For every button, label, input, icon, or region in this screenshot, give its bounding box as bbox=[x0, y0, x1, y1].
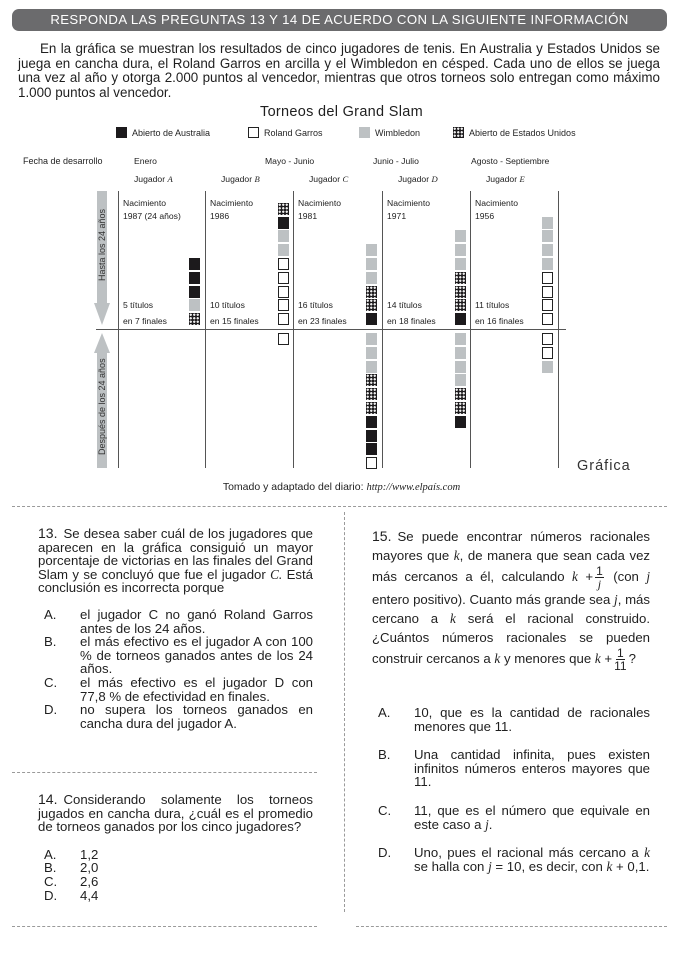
option-text bbox=[414, 846, 650, 873]
question-number: 15. bbox=[372, 528, 392, 544]
titles-count: 14 títulos bbox=[387, 300, 422, 310]
source-note bbox=[0, 481, 683, 493]
fraction-1-over-j bbox=[595, 565, 604, 590]
option-text: 10, que es la cantidad de racionales menores que 11. bbox=[414, 705, 650, 734]
math-var: j bbox=[614, 592, 618, 607]
option-letter: D. bbox=[44, 702, 58, 718]
separator-bottom-right bbox=[356, 926, 667, 927]
question-15-stem bbox=[372, 527, 650, 672]
option-letter: D. bbox=[378, 845, 392, 861]
title-block-roland bbox=[542, 313, 553, 325]
math-var: k bbox=[594, 650, 601, 666]
title-block-wimbledon bbox=[455, 244, 466, 256]
title-block-usopen bbox=[455, 299, 466, 311]
birth-label: Nacimiento bbox=[475, 198, 518, 208]
title-block-australia bbox=[455, 313, 466, 325]
math-op: + bbox=[585, 568, 594, 584]
math-var: k bbox=[450, 611, 456, 626]
title-block-wimbledon bbox=[542, 361, 553, 373]
finals-count: en 18 finales bbox=[387, 316, 436, 326]
question-text: Se puede encontrar números racionales mayores que bbox=[372, 529, 650, 563]
title-block-wimbledon bbox=[366, 347, 377, 359]
date-label: Mayo - Junio bbox=[265, 156, 315, 166]
title-block-usopen bbox=[366, 388, 377, 400]
birth-label: Nacimiento bbox=[210, 198, 253, 208]
question-text: (con bbox=[613, 568, 639, 584]
title-block-usopen bbox=[366, 299, 377, 311]
option-c[interactable] bbox=[372, 804, 650, 831]
title-block-wimbledon bbox=[366, 244, 377, 256]
option-letter: C. bbox=[44, 873, 58, 889]
title-block-roland bbox=[278, 286, 289, 298]
question-13 bbox=[38, 527, 313, 730]
player-name-prefix: Jugador bbox=[486, 174, 518, 184]
title-block-australia bbox=[366, 430, 377, 442]
title-block-australia bbox=[366, 416, 377, 428]
title-block-roland bbox=[542, 286, 553, 298]
title-block-roland bbox=[542, 347, 553, 359]
title-block-australia bbox=[189, 286, 200, 298]
title-block-wimbledon bbox=[542, 244, 553, 256]
option-b[interactable] bbox=[372, 748, 650, 789]
legend-roland bbox=[248, 127, 323, 138]
column-divider bbox=[344, 512, 345, 912]
title-block-usopen bbox=[455, 402, 466, 414]
usopen-swatch-icon bbox=[453, 127, 464, 138]
legend-usopen bbox=[453, 127, 576, 138]
section-banner: RESPONDA LAS PREGUNTAS 13 Y 14 DE ACUERDO CON LA SIGUIENTE INFORMACIÓN bbox=[12, 9, 667, 31]
option-a[interactable] bbox=[38, 848, 313, 862]
title-block-australia bbox=[455, 416, 466, 428]
option-letter: A. bbox=[378, 705, 391, 720]
player-name-var: B bbox=[254, 174, 260, 184]
title-block-usopen bbox=[189, 313, 200, 325]
math-var: C. bbox=[270, 566, 283, 582]
legend-label: Abierto de Estados Unidos bbox=[469, 127, 576, 138]
wimbledon-swatch-icon bbox=[359, 127, 370, 138]
option-d[interactable] bbox=[38, 703, 313, 730]
option-a[interactable] bbox=[372, 706, 650, 733]
birth-year: 1987 (24 años) bbox=[123, 211, 181, 221]
question-number: 13. bbox=[38, 525, 58, 541]
option-b[interactable] bbox=[38, 635, 313, 676]
player-name-var: E bbox=[519, 174, 525, 184]
title-block-roland bbox=[278, 258, 289, 270]
option-letter: C. bbox=[378, 802, 392, 818]
finals-count: en 7 finales bbox=[123, 316, 167, 326]
birth-year: 1981 bbox=[298, 211, 318, 221]
option-text-part: 11, que es el número que equivale en este caso a bbox=[414, 802, 650, 832]
option-text: Una cantidad infinita, pues existen infinitos números enteros mayores que 11. bbox=[414, 747, 650, 790]
source-prefix: Tomado y adaptado del diario: bbox=[222, 481, 364, 493]
math-var: j bbox=[485, 816, 489, 832]
australia-swatch-icon bbox=[116, 127, 127, 138]
option-text: 4,4 bbox=[80, 887, 99, 903]
option-text-part: Uno, pues el racional más cercano a bbox=[414, 845, 639, 861]
option-text: no supera los torneos ganados en cancha dura del jugador A. bbox=[80, 702, 313, 731]
option-text-part: se halla con bbox=[414, 858, 485, 874]
date-label: Junio - Julio bbox=[373, 156, 419, 166]
title-block-usopen bbox=[366, 374, 377, 386]
date-label: Agosto - Septiembre bbox=[471, 156, 550, 166]
age-24-divider-line bbox=[96, 329, 566, 330]
math-var: k bbox=[494, 650, 501, 666]
question-15 bbox=[372, 527, 650, 672]
legend-label: Abierto de Australia bbox=[132, 127, 211, 138]
math-var: k bbox=[453, 548, 460, 563]
option-d[interactable] bbox=[38, 889, 313, 903]
date-label: Enero bbox=[134, 156, 157, 166]
title-block-australia bbox=[189, 258, 200, 270]
question-text-end: Está conclusión es incorrecta porque bbox=[38, 566, 313, 596]
fraction-denominator: j bbox=[597, 577, 602, 591]
question-15-options bbox=[372, 706, 650, 873]
finals-count: en 16 finales bbox=[475, 316, 524, 326]
question-number: 14. bbox=[38, 791, 58, 807]
dates-row-label: Fecha de desarrollo bbox=[23, 156, 103, 166]
question-text: entero positivo). Cuanto más grande sea bbox=[372, 592, 611, 607]
player-name bbox=[309, 174, 348, 184]
axis-label-before-24: Hasta los 24 años bbox=[97, 208, 107, 281]
option-text: 2,0 bbox=[80, 860, 99, 876]
chart-caption: Gráfica bbox=[577, 458, 631, 474]
birth-year: 1956 bbox=[475, 211, 495, 221]
title-block-roland bbox=[278, 272, 289, 284]
title-block-wimbledon bbox=[455, 333, 466, 345]
option-text: el jugador C no ganó Roland Garros antes de los 24 años. bbox=[80, 606, 313, 636]
title-block-roland bbox=[542, 299, 553, 311]
math-var: k bbox=[644, 845, 651, 861]
question-13-stem bbox=[38, 527, 313, 595]
legend-label: Roland Garros bbox=[264, 127, 323, 138]
player-name-prefix: Jugador bbox=[221, 174, 253, 184]
title-block-roland bbox=[278, 333, 289, 345]
option-d[interactable] bbox=[372, 846, 650, 873]
legend-australia bbox=[116, 127, 210, 138]
title-block-wimbledon bbox=[542, 230, 553, 242]
title-block-roland bbox=[542, 333, 553, 345]
fraction-1-over-11 bbox=[614, 647, 626, 672]
title-block-australia bbox=[366, 313, 377, 325]
separator-q13-q14 bbox=[12, 772, 317, 773]
title-block-wimbledon bbox=[455, 361, 466, 373]
option-text-part: . bbox=[488, 816, 493, 832]
option-letter: A. bbox=[44, 606, 57, 622]
option-text-part: + 0,1. bbox=[616, 858, 650, 874]
player-name-var: C bbox=[342, 174, 349, 184]
birth-label: Nacimiento bbox=[298, 198, 341, 208]
fraction-numerator: 1 bbox=[616, 646, 624, 660]
titles-count: 11 títulos bbox=[475, 300, 510, 310]
option-letter: B. bbox=[44, 634, 57, 650]
question-14 bbox=[38, 793, 313, 902]
titles-count: 5 títulos bbox=[123, 300, 154, 310]
option-letter: B. bbox=[44, 860, 57, 876]
title-block-roland bbox=[366, 457, 377, 469]
question-text: , de manera que sean cada vez más cercanos a él, calculando bbox=[372, 548, 651, 584]
title-block-usopen bbox=[366, 402, 377, 414]
finals-count: en 23 finales bbox=[298, 316, 347, 326]
title-block-wimbledon bbox=[366, 361, 377, 373]
title-block-roland bbox=[278, 313, 289, 325]
option-a[interactable] bbox=[38, 608, 313, 635]
fraction-numerator: 1 bbox=[596, 564, 603, 578]
option-letter: A. bbox=[44, 846, 57, 862]
option-b[interactable] bbox=[38, 861, 313, 875]
title-block-roland bbox=[542, 272, 553, 284]
question-14-stem bbox=[38, 793, 313, 834]
intro-text: En la gráfica se muestran los resultados de cinco jugadores de tenis. En Australia y Estados Unidos se juega en cancha dura, el Roland Garros en arcilla y el Wimbledon en césped. Cada uno de ellos se juega una vez al año y otorga 2.000 puntos al vencedor, mientras que otros torneos solo entregan como máximo 1.000 puntos al vencedor. bbox=[18, 41, 660, 100]
title-block-wimbledon bbox=[366, 333, 377, 345]
math-op: + bbox=[604, 650, 613, 666]
player-name-var: A bbox=[167, 174, 173, 184]
titles-count: 16 títulos bbox=[298, 300, 333, 310]
math-var: k bbox=[606, 858, 613, 874]
birth-year: 1971 bbox=[387, 211, 407, 221]
title-block-wimbledon bbox=[278, 230, 289, 242]
birth-label: Nacimiento bbox=[123, 198, 166, 208]
player-name bbox=[221, 174, 260, 184]
player-name bbox=[486, 174, 525, 184]
player-name bbox=[134, 174, 173, 184]
option-text: el más efectivo es el jugador A con 100 % de torneos ganados antes de los 24 años. bbox=[80, 634, 313, 677]
question-text: será el racional construido. ¿Cuántos números racionales se pueden construir cercanos a bbox=[372, 611, 650, 666]
question-mark: ? bbox=[628, 650, 636, 666]
option-c[interactable] bbox=[38, 676, 313, 703]
title-block-wimbledon bbox=[455, 230, 466, 242]
chart-title: Torneos del Grand Slam bbox=[260, 104, 423, 120]
option-c[interactable] bbox=[38, 875, 313, 889]
intro-paragraph bbox=[18, 42, 660, 100]
title-block-australia bbox=[278, 217, 289, 229]
title-block-wimbledon bbox=[366, 258, 377, 270]
title-block-australia bbox=[366, 443, 377, 455]
titles-count: 10 títulos bbox=[210, 300, 245, 310]
player-name-var: D bbox=[431, 174, 438, 184]
title-block-usopen bbox=[455, 272, 466, 284]
question-text: , más cercano a bbox=[372, 592, 650, 626]
title-block-wimbledon bbox=[542, 217, 553, 229]
option-text: el más efectivo es el jugador D con 77,8 % de efectividad en finales. bbox=[80, 674, 313, 704]
math-var: j bbox=[646, 568, 651, 584]
title-block-usopen bbox=[455, 286, 466, 298]
title-block-usopen bbox=[455, 388, 466, 400]
question-text: Se desea saber cuál de los jugadores que aparecen en la gráfica consiguió un mayor porcentaje de victorias en las finales del Grand Slam y se concluyó que fue el jugador bbox=[38, 526, 313, 582]
separator-top bbox=[12, 506, 667, 507]
option-text: 1,2 bbox=[80, 846, 99, 862]
option-text: 2,6 bbox=[80, 873, 99, 889]
math-var: j bbox=[488, 858, 492, 874]
title-block-wimbledon bbox=[189, 299, 200, 311]
title-block-wimbledon bbox=[455, 258, 466, 270]
legend-wimbledon bbox=[359, 127, 420, 138]
title-block-usopen bbox=[278, 203, 289, 215]
fraction-denominator: 11 bbox=[614, 659, 627, 673]
birth-label: Nacimiento bbox=[387, 198, 430, 208]
option-letter: C. bbox=[44, 674, 58, 690]
title-block-wimbledon bbox=[455, 374, 466, 386]
option-letter: D. bbox=[44, 887, 58, 903]
player-name bbox=[398, 174, 438, 184]
math-var: k bbox=[572, 568, 578, 584]
option-text bbox=[414, 804, 650, 831]
option-text-part: = 10, es decir, con bbox=[495, 858, 603, 874]
birth-year: 1986 bbox=[210, 211, 230, 221]
option-letter: B. bbox=[378, 747, 391, 763]
finals-count: en 15 finales bbox=[210, 316, 259, 326]
legend-label: Wimbledon bbox=[375, 127, 421, 138]
title-block-wimbledon bbox=[542, 258, 553, 270]
question-text: Considerando solamente los torneos jugados en cancha dura, ¿cuál es el promedio de torneos ganados por los cinco jugadores? bbox=[38, 792, 313, 835]
source-url: http://www.elpaís.com bbox=[366, 482, 461, 493]
separator-bottom-left bbox=[12, 926, 317, 927]
axis-label-after-24: Después de los 24 años bbox=[97, 358, 107, 455]
roland-swatch-icon bbox=[248, 127, 259, 138]
title-block-australia bbox=[189, 272, 200, 284]
question-text: y menores que bbox=[503, 650, 592, 666]
title-block-wimbledon bbox=[366, 272, 377, 284]
player-name-prefix: Jugador bbox=[398, 174, 430, 184]
title-block-wimbledon bbox=[278, 244, 289, 256]
title-block-wimbledon bbox=[455, 347, 466, 359]
title-block-usopen bbox=[366, 286, 377, 298]
title-block-roland bbox=[278, 299, 289, 311]
player-name-prefix: Jugador bbox=[309, 174, 341, 184]
player-name-prefix: Jugador bbox=[134, 174, 166, 184]
